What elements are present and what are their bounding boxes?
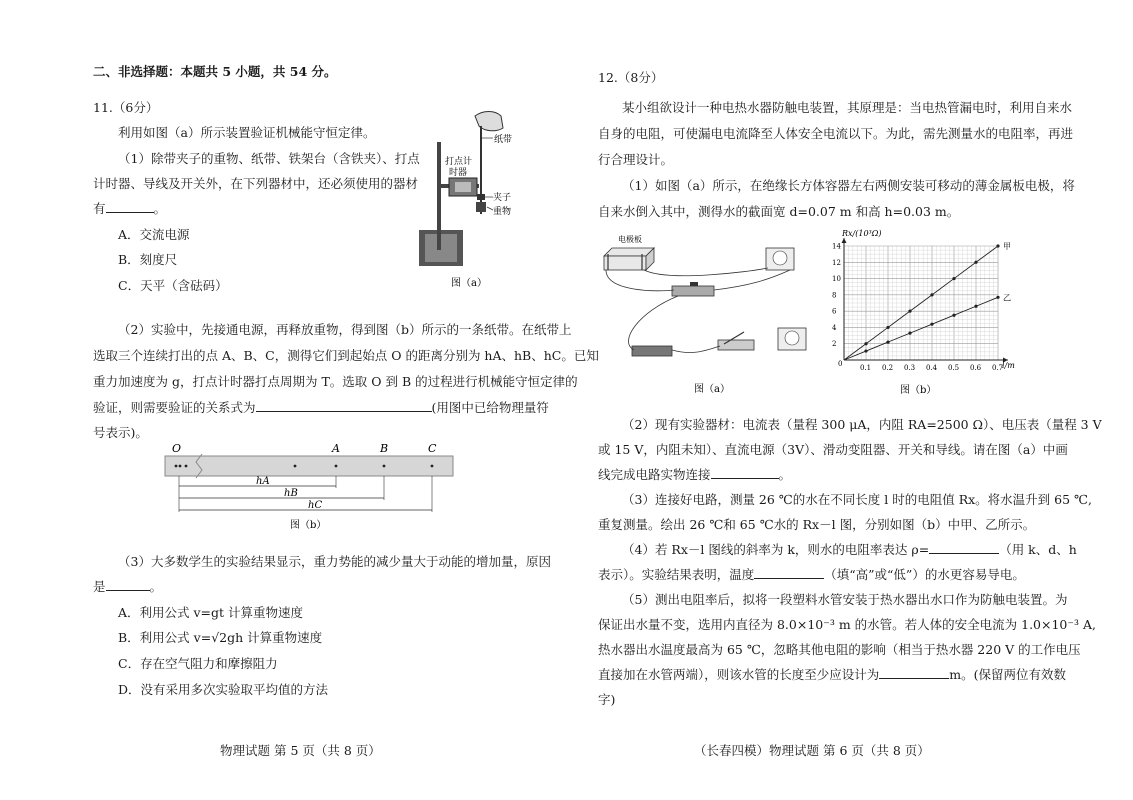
answer-blank-q11-3[interactable] xyxy=(106,578,150,591)
tape-strip xyxy=(165,456,453,476)
q11-part2-line4 xyxy=(93,398,549,416)
q12-part5-line5: 字) xyxy=(598,692,616,707)
data-point xyxy=(974,305,977,308)
q11-part3-option-b: B．利用公式 v=√2gh 计算重物速度 xyxy=(118,630,323,645)
data-point xyxy=(952,314,955,317)
chart-origin-label: 0 xyxy=(838,360,843,368)
q12-part2-line3 xyxy=(598,465,791,483)
rx-l-chart xyxy=(828,226,1028,401)
q12-part5-line4 xyxy=(598,665,1066,683)
battery xyxy=(632,346,672,356)
q12-intro-line1: 某小组欲设计一种电热水器防触电装置，其原理是：当电热管漏电时，利用自来水 xyxy=(622,100,1073,115)
x-tick-label: 0.7 xyxy=(992,364,1004,372)
data-point xyxy=(864,349,867,352)
q11-part2-prefix: 验证，则需要验证的关系式为 xyxy=(93,400,256,415)
data-point xyxy=(996,244,999,247)
data-point xyxy=(952,277,955,280)
q12-part3-line2: 重复测量。绘出 26 ℃和 65 ℃水的 Rx－l 图，分别如图（b）中甲、乙所示。 xyxy=(598,517,1036,532)
y-tick-label: 6 xyxy=(832,307,837,316)
chart-y-axis-label: Rx/(10³Ω) xyxy=(842,229,882,238)
q11-part1-prefix: 有 xyxy=(93,201,106,216)
label-timer-1: 打点计 xyxy=(445,157,473,167)
section-heading: 二、非选择题：本题共 5 小题，共 54 分。 xyxy=(93,64,337,79)
point-label-c: C xyxy=(428,442,437,455)
q11-option-c: C．天平（含砝码） xyxy=(118,278,228,293)
q12-part2-line2: 或 15 V，内阻未知）、直流电源（3V）、滑动变阻器、开关和导线。请在图（a）中画 xyxy=(598,442,1068,457)
y-tick-label: 2 xyxy=(832,340,837,349)
q12-part5-suffix: m。(保留两位有效数 xyxy=(949,667,1066,682)
q12-part5-line1: （5）测出电阻率后，拟将一段塑料水管安装于热水器出水口作为防触电装置。为 xyxy=(622,592,1068,607)
figure-a-apparatus xyxy=(405,102,520,292)
q12-part2-line1: （2）现有实验器材：电流表（量程 300 μA，内阻 RA=2500 Ω）、电压表（量程 3 V xyxy=(622,417,1102,432)
label-clip: 夹子 xyxy=(493,193,512,203)
q12-part4-suffix: （用 k、d、h xyxy=(999,542,1077,557)
answer-blank-q12-4b[interactable] xyxy=(754,566,824,579)
q11-title: 11.（6分） xyxy=(93,100,159,115)
q12-part1-line2: 自来水倒入其中，测得水的截面宽 d=0.07 m 和高 h=0.03 m。 xyxy=(598,204,960,219)
series-label-yi: 乙 xyxy=(1003,293,1011,303)
q11-part3-option-d: D．没有采用多次实验取平均值的方法 xyxy=(118,682,329,697)
x-tick-label: 0.6 xyxy=(970,364,982,372)
data-point xyxy=(908,310,911,313)
q11-part3-prefix: 是 xyxy=(93,579,106,594)
q11-part2-line1: （2）实验中，先接通电源，再释放重物，得到图（b）所示的一条纸带。在纸带上 xyxy=(118,322,572,337)
figure-b-caption: 图（b） xyxy=(290,520,327,531)
water-container xyxy=(604,256,646,270)
hand-icon xyxy=(475,112,503,131)
q12-title: 12.（8分） xyxy=(598,70,664,85)
rheostat xyxy=(672,286,714,296)
data-point xyxy=(930,323,933,326)
q11-part2-line2: 选取三个连续打出的点 A、B、C，测得它们到起始点 O 的距离分别为 hA、hB、hC。已知 xyxy=(93,348,599,363)
q12-part3-line1: （3）连接好电路，测量 26 ℃的水在不同长度 l 时的电阻值 Rx。将水温升到 65 ℃, xyxy=(622,492,1092,507)
dim-label-hb: hB xyxy=(284,488,298,499)
q11-part2-line5: 号表示)。 xyxy=(93,425,148,440)
y-tick-label: 14 xyxy=(832,242,841,251)
data-point xyxy=(996,296,999,299)
q11-part3-option-a: A．利用公式 v=gt 计算重物速度 xyxy=(118,605,304,620)
x-tick-label: 0.1 xyxy=(860,364,872,372)
electrode-label: 电极板 xyxy=(618,235,642,244)
q11-part1-line1: （1）除带夹子的重物、纸带、铁架台（含铁夹）、打点 xyxy=(118,151,420,166)
weight xyxy=(476,202,486,212)
y-tick-label: 10 xyxy=(832,275,841,284)
q11-option-b: B．刻度尺 xyxy=(118,252,178,267)
q11-part2-suffix: (用图中已给物理量符 xyxy=(431,400,549,415)
data-point xyxy=(886,326,889,329)
clip xyxy=(477,194,485,200)
answer-blank-q12-4a[interactable] xyxy=(929,541,999,554)
data-point xyxy=(886,340,889,343)
q12-part4-line2-prefix: 表示）。实验结果表明，温度 xyxy=(598,567,755,582)
q11-part3-line1: （3）大多数学生的实验结果显示，重力势能的减少量大于动能的增加量，原因 xyxy=(118,554,551,569)
q12-part4-prefix: （4）若 Rx－l 图线的斜率为 k，则水的电阻率表达 ρ= xyxy=(622,542,930,557)
dim-label-ha: hA xyxy=(256,476,270,487)
footer-left: 物理试题 第 5 页（共 8 页） xyxy=(220,743,381,758)
q11-part3-end: 。 xyxy=(149,579,163,594)
data-point xyxy=(930,293,933,296)
q11-part1-line2: 计时器、导线及开关外，在下列器材中，还必须使用的器材 xyxy=(93,176,419,191)
q12-part5-line2: 保证出水量不变，选用内直径为 8.0×10⁻³ m 的水管。若人体的安全电流为 1.0×10⁻³ A, xyxy=(598,617,1096,632)
q12-intro-line3: 行合理设计。 xyxy=(598,152,674,167)
q12-part4-line2 xyxy=(598,565,1025,583)
answer-blank-q12-5[interactable] xyxy=(879,666,949,679)
figure-a-caption: 图（a） xyxy=(451,278,487,289)
q11-option-a: A．交流电源 xyxy=(118,227,190,242)
q12-part5-prefix: 直接加在水管两端），则该水管的长度至少应设计为 xyxy=(598,667,880,682)
q11-part1-end: 。 xyxy=(153,201,167,216)
point-label-a: A xyxy=(332,442,340,455)
figure-a-circuit xyxy=(598,232,820,397)
x-tick-label: 0.3 xyxy=(904,364,916,372)
series-label-jia: 甲 xyxy=(1003,242,1011,251)
figure-a-circuit-caption: 图（a） xyxy=(694,384,730,395)
q11-intro: 利用如图（a）所示装置验证机械能守恒定律。 xyxy=(118,125,376,140)
y-tick-label: 12 xyxy=(832,258,841,267)
y-axis-arrow xyxy=(842,238,847,243)
y-tick-label: 4 xyxy=(832,323,837,332)
q11-part3-option-c: C．存在空气阻力和摩擦阻力 xyxy=(118,656,278,671)
q11-part3-line2 xyxy=(93,577,162,595)
label-weight: 重物 xyxy=(493,207,512,217)
q12-part2-prefix: 线完成电路实物连接 xyxy=(598,467,711,482)
q11-part2-line3: 重力加速度为 g，打点计时器打点周期为 T。选取 O 到 B 的过程进行机械能守恒定律的 xyxy=(93,374,578,389)
answer-blank-q11-1[interactable] xyxy=(106,200,154,213)
answer-blank-q12-2[interactable] xyxy=(711,466,779,479)
x-tick-label: 0.5 xyxy=(948,364,960,372)
answer-blank-q11-2[interactable] xyxy=(256,399,432,412)
q12-part4-line2-suffix: （填“高”或“低”）的水更容易导电。 xyxy=(824,567,1025,582)
q12-part1-line1: （1）如图（a）所示，在绝缘长方体容器左右两侧安装可移动的薄金属板电极，将 xyxy=(622,178,1075,193)
x-tick-label: 0.2 xyxy=(882,364,894,372)
q12-part2-end: 。 xyxy=(778,467,792,482)
y-tick-label: 8 xyxy=(832,291,837,300)
data-point xyxy=(974,261,977,264)
figure-b-chart-caption: 图（b） xyxy=(900,385,937,396)
point-label-o: O xyxy=(172,442,182,455)
timer-window xyxy=(455,182,471,192)
switch xyxy=(718,340,754,350)
q11-part1-line3 xyxy=(93,199,166,217)
dim-label-hc: hC xyxy=(308,500,323,511)
q12-part4-line1 xyxy=(622,540,1077,558)
footer-right: （长春四模）物理试题 第 6 页（共 8 页） xyxy=(694,743,930,758)
label-timer-2: 时器 xyxy=(449,168,468,178)
figure-b-tape xyxy=(160,440,460,535)
q12-intro-line2: 自身的电阻，可使漏电电流降至人体安全电流以下。为此，需先测量水的电阻率，再进 xyxy=(598,126,1074,141)
q12-part5-line3: 热水器出水温度最高为 65 ℃，忽略其他电阻的影响（相当于热水器 220 V 的工作电压 xyxy=(598,642,1081,657)
data-point xyxy=(864,342,867,345)
label-tape: 纸带 xyxy=(494,135,513,145)
chart-x-axis-label: l/m xyxy=(1002,361,1015,370)
data-point xyxy=(908,332,911,335)
stand-rod xyxy=(437,142,441,250)
x-tick-label: 0.4 xyxy=(926,364,938,372)
point-label-b: B xyxy=(380,442,389,455)
